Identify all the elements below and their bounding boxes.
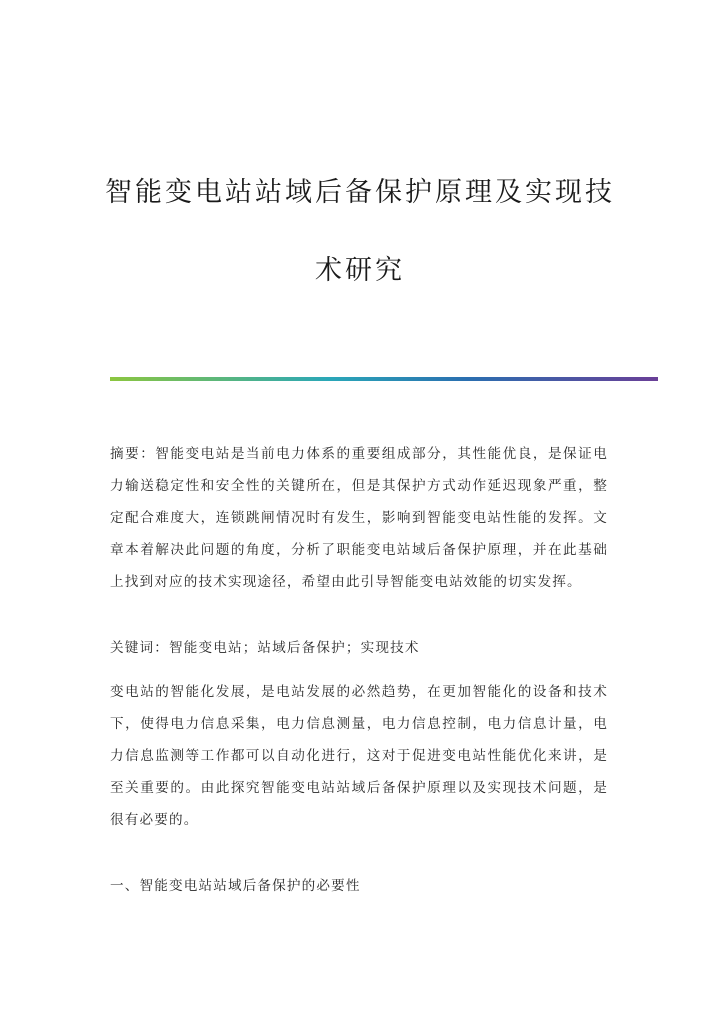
section-heading-1: 一、智能变电站站域后备保护的必要性 [110, 878, 361, 894]
abstract-paragraph: 摘要：智能变电站是当前电力体系的重要组成部分，其性能优良，是保证电力输送稳定性和安全性的关键所在，但是其保护方式动作延迟现象严重，整定配合难度大，连锁跳闸情况时有发生，影响到智能变电站性能的发挥。文章本着解决此问题的角度，分析了职能变电站域后备保护原理，并在此基础上找到对应的技术实现途径，希望由此引导智能变电站效能的切实发挥。 [110, 446, 608, 590]
document-title-line-2: 术研究 [315, 255, 405, 286]
keywords-line: 关键词：智能变电站；站域后备保护；实现技术 [110, 640, 420, 656]
title-divider [110, 377, 658, 381]
body-paragraph-1: 变电站的智能化发展，是电站发展的必然趋势，在更加智能化的设备和技术下，使得电力信息采集，电力信息测量，电力信息控制，电力信息计量，电力信息监测等工作都可以自动化进行，这对于促进变电站性能优化来讲，是至关重要的。由此探究智能变电站站域后备保护原理以及实现技术问题，是很有必要的。 [110, 684, 608, 828]
document-title-line-1: 智能变电站站域后备保护原理及实现技 [105, 177, 615, 208]
